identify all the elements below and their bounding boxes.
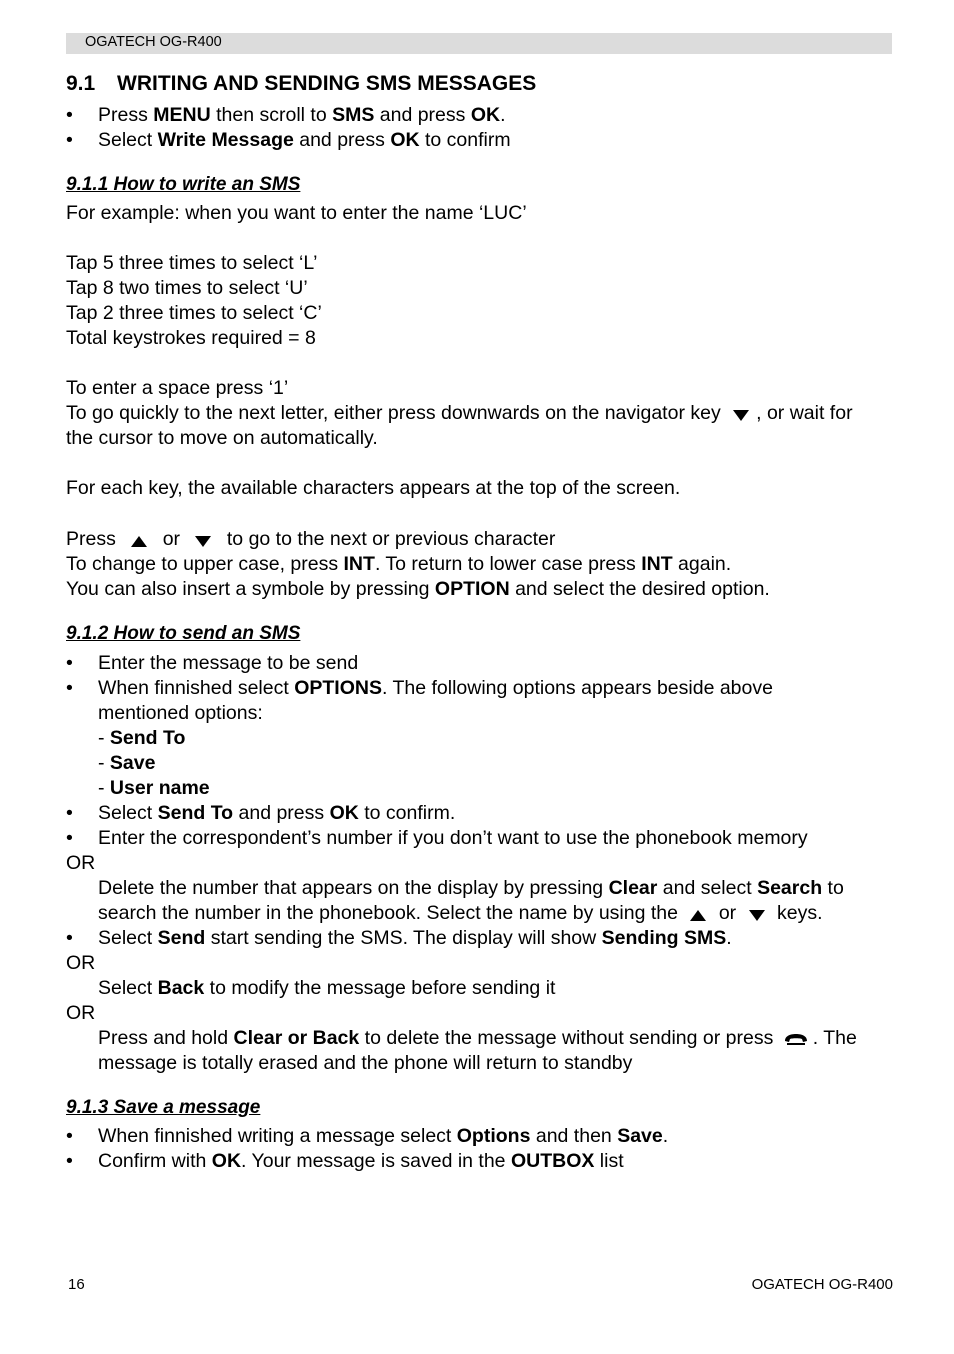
or-text: OR	[66, 952, 96, 974]
option-user-name: - User name	[98, 777, 210, 799]
next-letter-text-cont: the cursor to move on automatically.	[66, 427, 378, 449]
bullet: •	[66, 1150, 73, 1172]
section-title	[66, 72, 536, 96]
select-back-text: Select Back to modify the message before sending it	[98, 977, 556, 999]
mentioned-options-text: mentioned options:	[98, 702, 263, 724]
header-product: OGATECH OG-R400	[85, 34, 222, 50]
subsection-heading-write: 9.1.1 How to write an SMS	[66, 174, 301, 195]
section-heading: WRITING AND SENDING SMS MESSAGES	[117, 72, 537, 95]
up-triangle-icon	[683, 906, 713, 922]
footer-product: OGATECH OG-R400	[751, 1276, 893, 1293]
tap-c-text: Tap 2 three times to select ‘C’	[66, 302, 322, 324]
bullet: •	[66, 802, 73, 824]
press-hold-text: Press and hold Clear or Back to delete the message without sending or press . The	[98, 1027, 857, 1049]
bullet: •	[66, 1125, 73, 1147]
save-finished-text: When finnished writing a message select Options and then Save.	[98, 1125, 669, 1147]
intro-bullet-write: Select Write Message and press OK to confirm	[98, 129, 511, 151]
next-letter-text: To go quickly to the next letter, either press downwards on the navigator key , or wait for	[66, 402, 853, 424]
header-bar	[66, 33, 892, 54]
down-triangle-icon	[726, 406, 756, 422]
example-text: For example: when you want to enter the name ‘LUC’	[66, 202, 527, 224]
up-triangle-icon	[121, 532, 157, 548]
or-text: OR	[66, 1002, 96, 1024]
option-send-to: - Send To	[98, 727, 186, 749]
enter-number-text: Enter the correspondent’s number if you don’t want to use the phonebook memory	[98, 827, 808, 849]
bullet: •	[66, 927, 73, 949]
save-confirm-text: Confirm with OK. Your message is saved in the OUTBOX list	[98, 1150, 624, 1172]
select-send-text: Select Send start sending the SMS. The display will show Sending SMS.	[98, 927, 732, 949]
tap-l-text: Tap 5 three times to select ‘L’	[66, 252, 318, 274]
bullet: •	[66, 129, 73, 151]
subsection-heading-send: 9.1.2 How to send an SMS	[66, 623, 301, 644]
option-save: - Save	[98, 752, 156, 774]
search-phonebook-text: search the number in the phonebook. Select the name by using the or keys.	[98, 902, 823, 924]
bullet: •	[66, 104, 73, 126]
select-send-to-text: Select Send To and press OK to confirm.	[98, 802, 456, 824]
down-triangle-icon	[185, 532, 221, 548]
section-number: 9.1	[66, 72, 96, 95]
total-keystrokes-text: Total keystrokes required = 8	[66, 327, 316, 349]
tap-u-text: Tap 8 two times to select ‘U’	[66, 277, 308, 299]
intro-bullet-menu: Press MENU then scroll to SMS and press OK.	[98, 104, 506, 126]
subsection-heading-save: 9.1.3 Save a message	[66, 1097, 261, 1118]
bullet: •	[66, 652, 73, 674]
page-number: 16	[68, 1276, 85, 1293]
message-erased-text: message is totally erased and the phone will return to standby	[98, 1052, 633, 1074]
symbol-text: You can also insert a symbole by pressing OPTION and select the desired option.	[66, 578, 770, 600]
bullet: •	[66, 677, 73, 699]
upper-case-text: To change to upper case, press INT. To return to lower case press INT again.	[66, 553, 732, 575]
down-triangle-icon	[742, 906, 772, 922]
end-call-icon	[779, 1030, 813, 1048]
or-text: OR	[66, 852, 96, 874]
press-arrows-text: Press or to go to the next or previous character	[66, 528, 556, 550]
space-text: To enter a space press ‘1’	[66, 377, 289, 399]
bullet: •	[66, 827, 73, 849]
each-key-text: For each key, the available characters appears at the top of the screen.	[66, 477, 681, 499]
delete-number-text: Delete the number that appears on the display by pressing Clear and select Search to	[98, 877, 844, 899]
enter-message-text: Enter the message to be send	[98, 652, 359, 674]
finished-options-text: When finnished select OPTIONS. The following options appears beside above	[98, 677, 773, 699]
